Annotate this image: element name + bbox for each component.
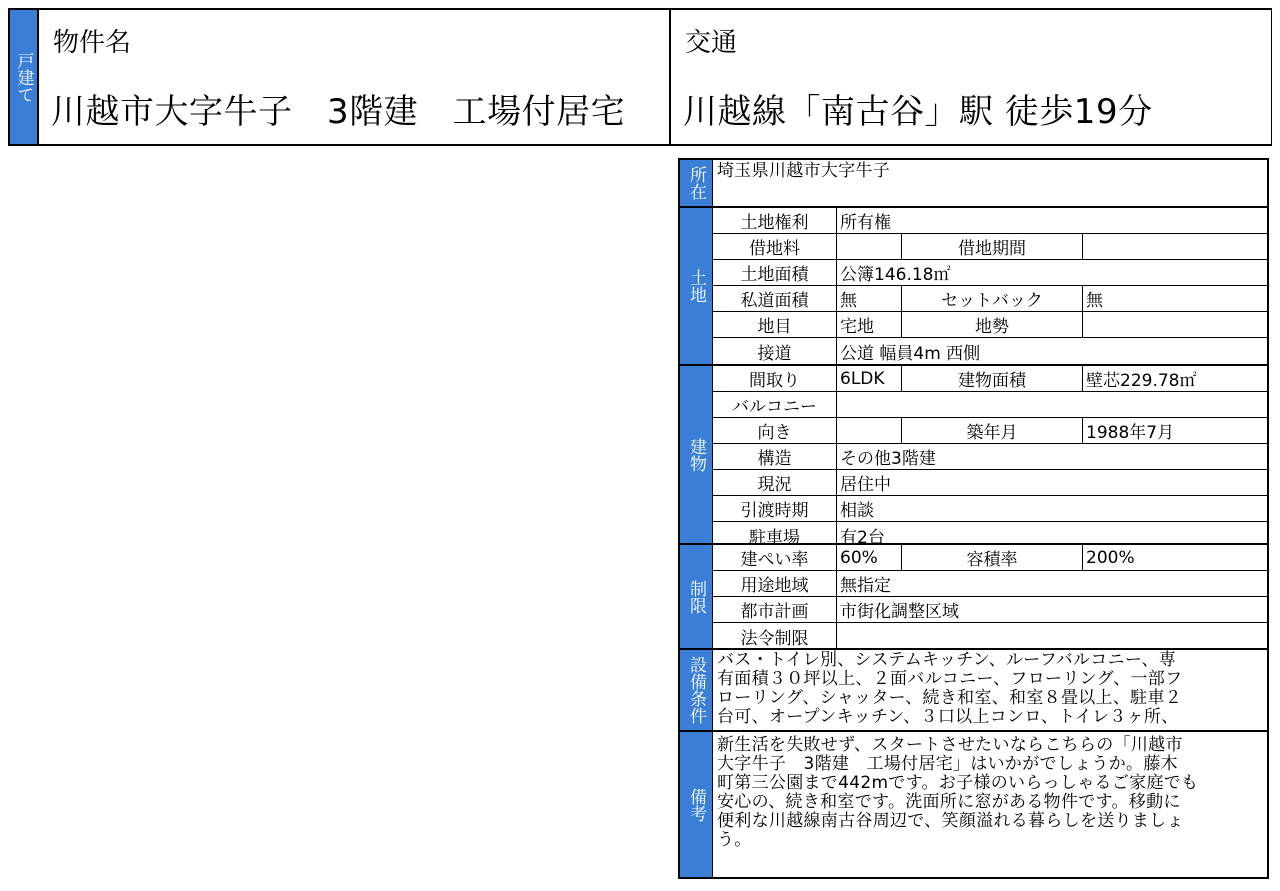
layout-value: 6LDK: [837, 366, 902, 391]
table-row: [713, 392, 1267, 418]
table-row: [713, 208, 1267, 234]
table-row: [713, 470, 1267, 496]
land-tab: 土地: [680, 208, 713, 364]
restrictions-section: [680, 543, 1267, 648]
legal-restrictions-value: [837, 623, 1267, 649]
private-road-label: 私道面積: [713, 286, 837, 311]
table-row: [713, 338, 1267, 364]
building-area-label: 建物面積: [902, 366, 1083, 391]
table-row: [713, 312, 1267, 338]
traffic-value: 川越線「南古谷」駅 徒歩19分: [683, 92, 1153, 132]
lease-period-value: [1083, 234, 1267, 259]
legal-restrictions-label: 法令制限: [713, 623, 837, 649]
remarks-line: 安心の、続き和室です。洗面所に窓がある物件です。移動に: [717, 792, 1181, 812]
current-status-value: 居住中: [840, 475, 891, 495]
land-rights-value: 所有権: [840, 213, 891, 233]
road-access-label: 接道: [713, 338, 837, 364]
facilities-line: 有面積３０坪以上、２面バルコニー、フローリング、一部フ: [717, 669, 1183, 689]
land-area-label: 土地面積: [713, 260, 837, 285]
restrictions-tab: 制限: [680, 545, 713, 648]
remarks-line: 町第三公園まで442mです。お子様のいらっしゃるご家庭でも: [717, 773, 1199, 793]
location-tab: 所在: [680, 160, 713, 206]
table-row: [713, 496, 1267, 522]
built-date-value: 1988年7月: [1086, 423, 1175, 443]
land-category-label: 地目: [713, 312, 837, 337]
coverage-ratio-value: 60%: [837, 545, 902, 570]
lease-period-label: 借地期間: [902, 234, 1083, 259]
current-status-label: 現況: [713, 470, 837, 495]
table-row: [713, 623, 1267, 649]
facilities-line: バス・トイレ別、システムキッチン、ルーフバルコニー、専: [717, 650, 1177, 670]
property-name-value: 川越市大字牛子 3階建 工場付居宅: [51, 92, 626, 132]
remarks-line: う。: [717, 830, 752, 850]
table-row: [713, 286, 1267, 312]
structure-value: その他3階建: [840, 449, 936, 469]
orientation-label: 向き: [713, 418, 837, 443]
table-row: [713, 418, 1267, 444]
orientation-value: [837, 418, 902, 443]
table-row: [713, 597, 1267, 623]
remarks-section: [680, 730, 1267, 877]
building-area-value: 壁芯229.78㎡: [1086, 371, 1197, 391]
remarks-text: [713, 732, 1267, 851]
location-section: [680, 160, 1267, 206]
remarks-line: 新生活を失敗せず、スタートさせたいならこちらの「川越市: [717, 735, 1183, 755]
floor-area-ratio-value: 200%: [1086, 547, 1135, 568]
property-name-cell: [39, 10, 671, 144]
facilities-tab: 設備条件: [680, 650, 713, 730]
zoning-label: 用途地域: [713, 571, 837, 596]
land-rent-label: 借地料: [713, 234, 837, 259]
traffic-cell: [671, 10, 1271, 144]
property-type-tab: [10, 10, 39, 144]
remarks-line: 便利な川越線南古谷周辺で、笑顔溢れる暮らしを送りましょ: [717, 811, 1184, 831]
layout-label: 間取り: [713, 366, 837, 391]
land-area-value: 公簿146.18㎡: [840, 265, 951, 285]
remarks-tab: 備考: [680, 732, 713, 877]
facilities-line: ローリング、シャッター、続き和室、和室８畳以上、駐車２: [717, 688, 1183, 708]
building-section: [680, 364, 1267, 548]
table-row: [713, 234, 1267, 260]
land-category-value: 宅地: [837, 312, 902, 337]
setback-value: 無: [1086, 291, 1103, 311]
balcony-value: [837, 392, 1267, 417]
city-planning-value: 市街化調整区域: [840, 602, 959, 622]
table-row: [713, 366, 1267, 392]
table-row: [713, 444, 1267, 470]
property-detail-table: [678, 158, 1269, 879]
floor-area-ratio-label: 容積率: [902, 545, 1083, 570]
land-section: [680, 206, 1267, 364]
location-value: 埼玉県川越市大字牛子: [717, 161, 890, 181]
table-row: [713, 545, 1267, 571]
structure-label: 構造: [713, 444, 837, 469]
coverage-ratio-label: 建ぺい率: [713, 545, 837, 570]
facilities-text: [713, 650, 1267, 728]
road-access-value: 公道 幅員4m 西側: [840, 343, 981, 364]
terrain-label: 地勢: [902, 312, 1083, 337]
private-road-value: 無: [837, 286, 902, 311]
facilities-line: 台可、オープンキッチン、３口以上コンロ、トイレ３ヶ所、: [717, 707, 1179, 727]
handover-label: 引渡時期: [713, 496, 837, 521]
traffic-label: 交通: [685, 28, 738, 58]
property-header: [8, 8, 1272, 146]
setback-label: セットバック: [902, 286, 1083, 311]
building-tab: 建物: [680, 366, 713, 543]
balcony-label: バルコニー: [713, 392, 837, 417]
facilities-section: [680, 648, 1267, 730]
land-rent-value: [837, 234, 902, 259]
built-date-label: 築年月: [902, 418, 1083, 443]
land-rights-label: 土地権利: [713, 208, 837, 233]
handover-value: 相談: [840, 501, 874, 521]
table-row: [713, 260, 1267, 286]
terrain-value: [1083, 312, 1267, 337]
table-row: [713, 571, 1267, 597]
property-name-label: 物件名: [53, 28, 132, 58]
zoning-value: 無指定: [840, 576, 891, 596]
parking-value: 有2台: [840, 527, 885, 548]
property-type-label: 戸建て: [13, 51, 34, 103]
city-planning-label: 都市計画: [713, 597, 837, 622]
parking-label: 駐車場: [713, 522, 837, 548]
remarks-line: 大字牛子 3階建 工場付居宅」はいかがでしょうか。藤木: [717, 754, 1178, 774]
